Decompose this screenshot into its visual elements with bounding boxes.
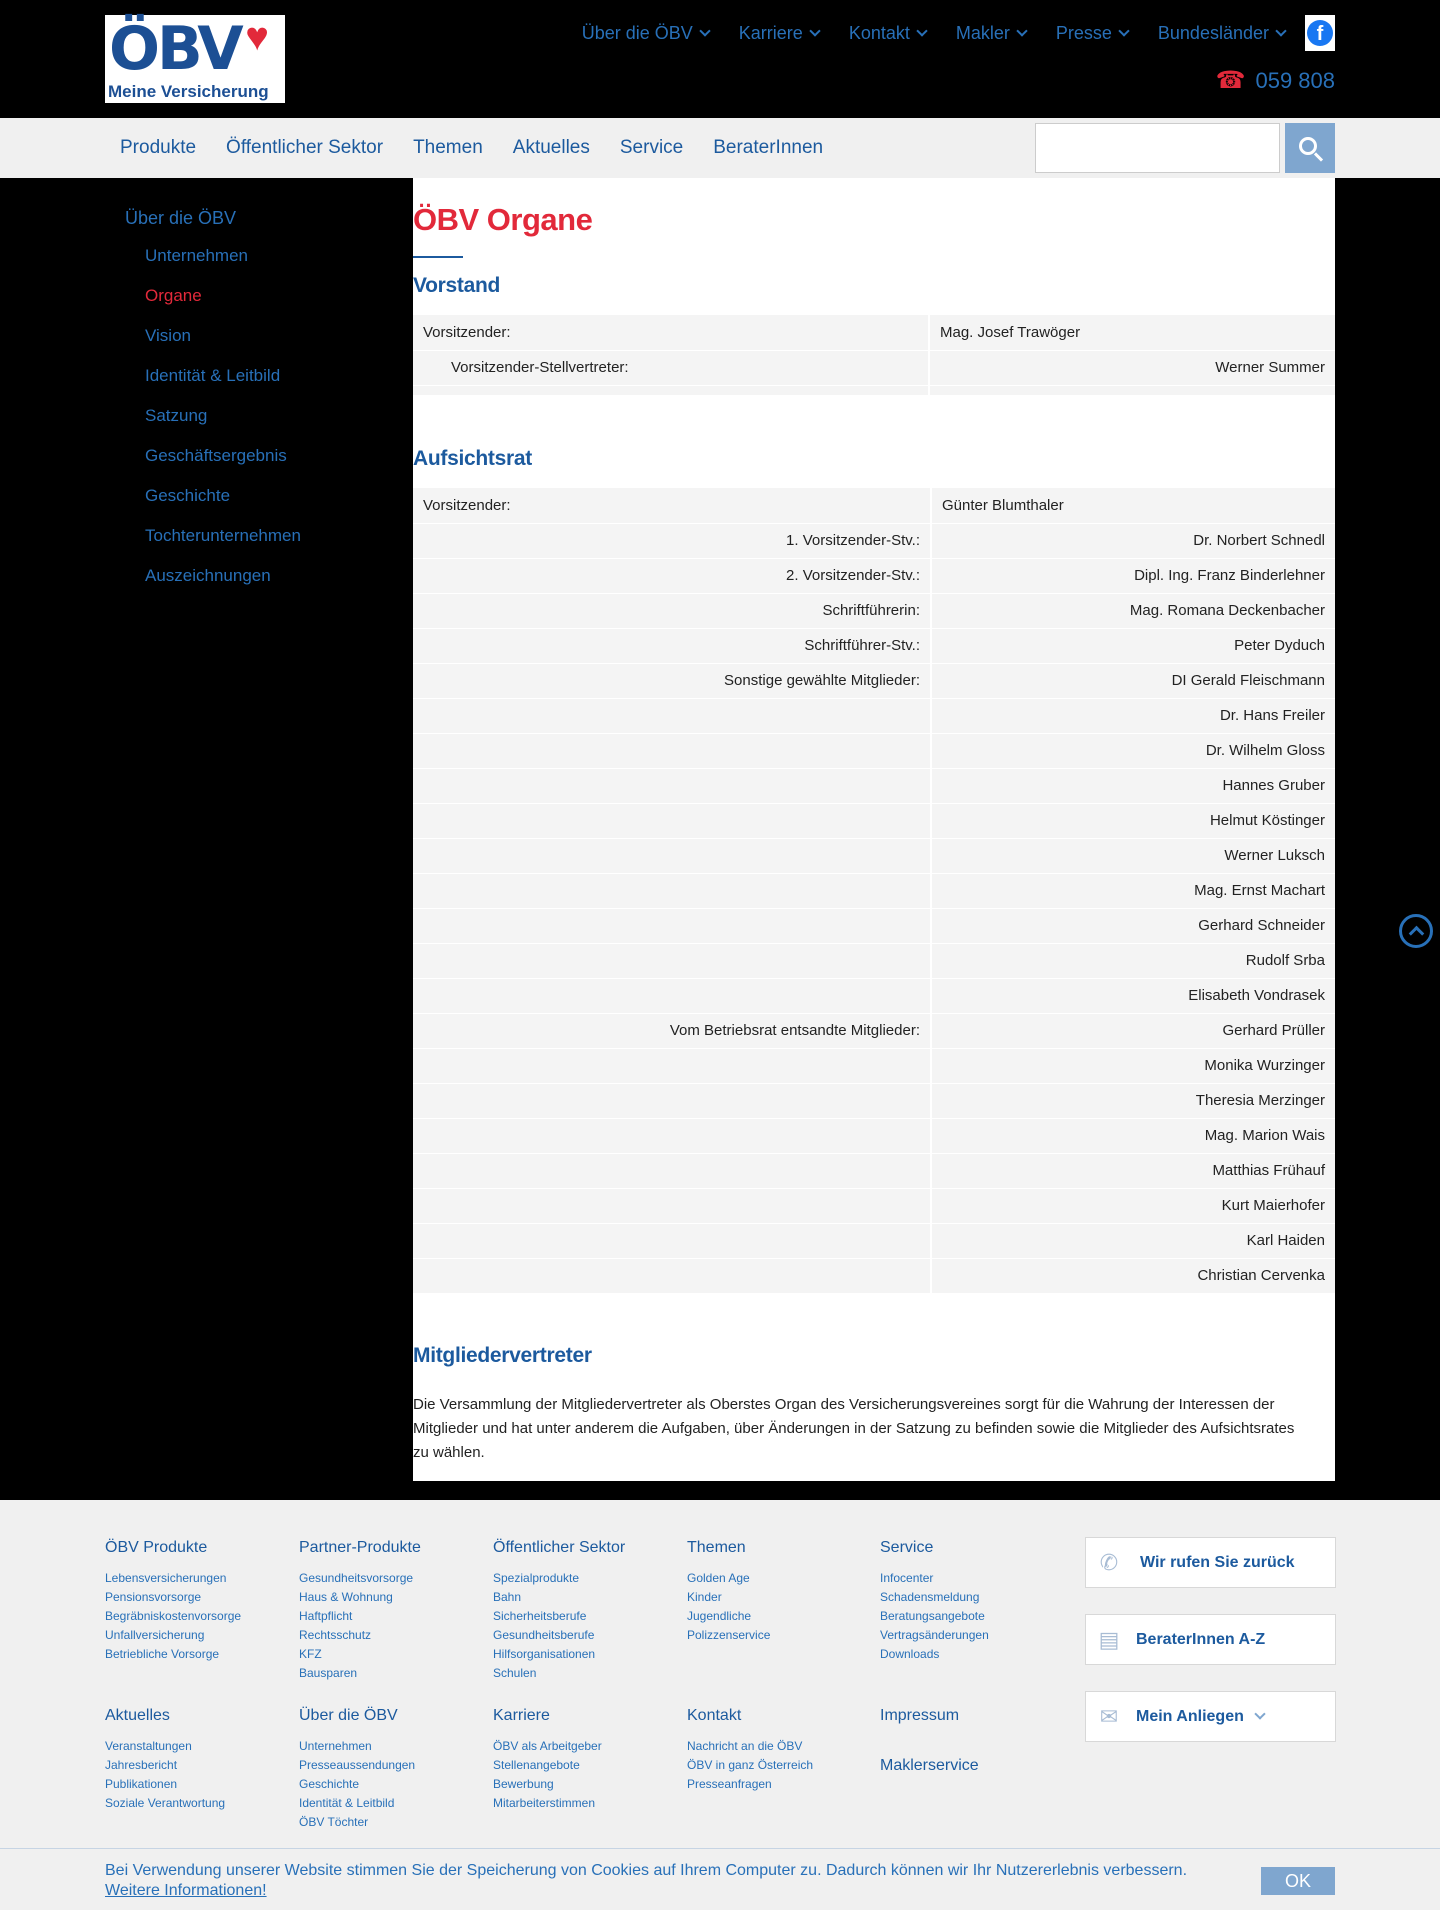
table-row <box>413 733 1335 768</box>
topnav-makler[interactable] <box>956 23 1026 44</box>
facebook-icon[interactable]: f <box>1305 15 1335 51</box>
footer-link[interactable]: Mitarbeiterstimmen <box>493 1796 596 1810</box>
footer-column <box>493 1705 683 1813</box>
sidebar-item-geschichte[interactable]: Geschichte <box>145 486 231 505</box>
table-row <box>413 908 1335 943</box>
name-cell: Dipl. Ing. Franz Binderlehner <box>931 558 1335 593</box>
mainnav-themen[interactable]: Themen <box>413 137 483 158</box>
table-row <box>413 873 1335 908</box>
mitgliedervertreter-text: Die Versammlung der Mitgliedervertreter als Oberstes Organ des Versicherungsvereines sorgt für die Wahrung der Interessen der Mitglieder und hat unter anderem die Aufgaben, über Änderungen in der Satzung zu befinden sowie die Mitglieder des Aufsichtsrates zu wählen. <box>413 1396 1295 1461</box>
sidebar-item-geschaeftsergebnis[interactable]: Geschäftsergebnis <box>145 446 287 465</box>
footer-column-impressum <box>880 1705 1070 1737</box>
role-cell <box>413 803 931 838</box>
mainnav-beraterinnen[interactable]: BeraterInnen <box>713 137 824 158</box>
mainnav-oeffentlicher-sektor[interactable]: Öffentlicher Sektor <box>226 137 384 158</box>
role-cell: Sonstige gewählte Mitglieder: <box>413 663 931 698</box>
main-navigation <box>0 118 1440 178</box>
phone-ringing-icon: ✆ <box>1099 1549 1119 1575</box>
footer-link[interactable]: Begräbniskostenvorsorge <box>105 1609 242 1623</box>
name-cell: Matthias Frühauf <box>931 1153 1335 1188</box>
footer-link[interactable]: Jahresbericht <box>105 1758 178 1772</box>
table-row <box>413 350 1335 385</box>
cookie-more-info-link[interactable]: Weitere Informationen! <box>105 1882 267 1899</box>
mainnav-aktuelles[interactable]: Aktuelles <box>512 137 590 158</box>
topnav-label: Makler <box>955 22 1010 43</box>
role-cell <box>413 1223 931 1258</box>
footer-column <box>687 1537 877 1645</box>
obv-logo[interactable] <box>105 15 285 103</box>
table-row <box>413 1188 1335 1223</box>
footer-link[interactable]: ÖBV als Arbeitgeber <box>493 1739 602 1753</box>
page-title: ÖBV Organe <box>413 202 593 237</box>
role-cell <box>413 768 931 803</box>
search-input[interactable] <box>1035 123 1280 173</box>
table-row <box>413 1083 1335 1118</box>
name-cell: Dr. Wilhelm Gloss <box>931 733 1335 768</box>
sidebar-item-identitaet-leitbild[interactable]: Identität & Leitbild <box>145 366 281 385</box>
footer-link[interactable]: Stellenangebote <box>493 1758 580 1772</box>
title-underline <box>413 256 463 258</box>
role-cell <box>413 978 931 1013</box>
footer-column <box>687 1705 877 1794</box>
table-row <box>413 1223 1335 1258</box>
table-row <box>413 1048 1335 1083</box>
table-row <box>413 978 1335 1013</box>
role-cell <box>413 943 931 978</box>
callback-button[interactable] <box>1085 1537 1336 1588</box>
role-cell <box>413 1118 931 1153</box>
name-cell: Mag. Josef Trawöger <box>929 315 1335 350</box>
role-cell: Schriftführer-Stv.: <box>413 628 931 663</box>
name-cell: Hannes Gruber <box>931 768 1335 803</box>
name-cell: Werner Luksch <box>931 838 1335 873</box>
footer-column-heading[interactable]: Kontakt <box>687 1707 742 1724</box>
callback-label: Wir rufen Sie zurück <box>1140 1553 1295 1571</box>
table-row <box>413 523 1335 558</box>
name-cell: Helmut Köstinger <box>931 803 1335 838</box>
footer-column-heading[interactable]: Themen <box>687 1539 746 1556</box>
cookie-banner <box>0 1848 1440 1910</box>
sidebar-item-tochterunternehmen[interactable]: Tochterunternehmen <box>145 526 301 545</box>
chevron-down-icon <box>1275 25 1286 36</box>
footer-column <box>105 1537 295 1664</box>
table-row <box>413 1118 1335 1153</box>
footer-column-heading[interactable]: Aktuelles <box>105 1707 170 1724</box>
search-button[interactable] <box>1285 123 1335 173</box>
main-content <box>413 178 1335 1481</box>
chevron-down-icon <box>809 25 820 36</box>
footer-link[interactable]: Nachricht an die ÖBV <box>687 1739 803 1753</box>
footer-link[interactable]: Unfallversicherung <box>105 1628 205 1642</box>
chevron-down-icon <box>1254 1708 1265 1719</box>
footer-link[interactable]: Kinder <box>687 1590 722 1604</box>
sidebar-item-satzung[interactable]: Satzung <box>145 406 208 425</box>
footer-link[interactable]: Sicherheitsberufe <box>493 1609 587 1623</box>
footer-link[interactable]: Lebensversicherungen <box>105 1571 227 1585</box>
logo-wordmark: ÖBV <box>109 14 241 84</box>
table-row <box>413 1258 1335 1293</box>
footer-link[interactable]: Soziale Verantwortung <box>105 1796 226 1810</box>
role-cell <box>413 1153 931 1188</box>
back-to-top-button[interactable] <box>1399 914 1433 948</box>
role-cell: 2. Vorsitzender-Stv.: <box>413 558 931 593</box>
table-row <box>413 315 1335 350</box>
name-cell: Rudolf Srba <box>931 943 1335 978</box>
phone-link[interactable] <box>1216 66 1335 95</box>
table-row <box>413 593 1335 628</box>
sidebar-item-auszeichnungen[interactable]: Auszeichnungen <box>145 566 271 585</box>
vorstand-heading: Vorstand <box>413 274 501 297</box>
address-book-icon: ▤ <box>1098 1626 1120 1652</box>
topnav-label: Über die ÖBV <box>581 22 693 43</box>
table-row <box>413 768 1335 803</box>
role-cell <box>413 1258 931 1293</box>
table-row <box>413 1013 1335 1048</box>
role-cell: Vorsitzender: <box>413 315 929 350</box>
topnav-label: Presse <box>1055 22 1112 43</box>
name-cell: Gerhard Schneider <box>931 908 1335 943</box>
sidebar-heading[interactable]: Über die ÖBV <box>125 208 237 228</box>
role-cell: Vom Betriebsrat entsandte Mitglieder: <box>413 1013 931 1048</box>
footer-column-heading[interactable]: Öffentlicher Sektor <box>493 1539 626 1556</box>
mein-anliegen-label: Mein Anliegen <box>1136 1707 1244 1725</box>
footer-link[interactable]: Veranstaltungen <box>105 1739 192 1753</box>
table-row <box>413 698 1335 733</box>
topnav-bundeslaender[interactable] <box>1158 23 1285 44</box>
footer-link[interactable]: Rechtsschutz <box>299 1628 372 1642</box>
name-cell: DI Gerald Fleischmann <box>931 663 1335 698</box>
name-cell: Christian Cervenka <box>931 1258 1335 1293</box>
footer-column-heading[interactable]: Partner-Produkte <box>299 1539 421 1556</box>
footer-link[interactable]: Haus & Wohnung <box>299 1590 393 1604</box>
footer-column-heading[interactable]: ÖBV Produkte <box>105 1539 208 1556</box>
role-cell: Vorsitzender-Stellvertreter: <box>413 350 929 385</box>
cookie-text: Bei Verwendung unserer Website stimmen Sie der Speicherung von Cookies auf Ihrem Computer zu. Dadurch können wir Ihr Nutzererlebnis verbessern. <box>105 1862 1188 1879</box>
search-icon <box>1299 137 1317 155</box>
footer-link[interactable]: Bahn <box>493 1590 522 1604</box>
mainnav-produkte[interactable]: Produkte <box>120 137 197 158</box>
name-cell: Günter Blumthaler <box>931 488 1335 523</box>
topnav-ueber-die-obv[interactable] <box>582 23 709 44</box>
name-cell: Peter Dyduch <box>931 628 1335 663</box>
footer-link[interactable]: Pensionsvorsorge <box>105 1590 202 1604</box>
table-row <box>413 385 1335 395</box>
name-cell: Mag. Romana Deckenbacher <box>931 593 1335 628</box>
chevron-down-icon <box>1016 25 1027 36</box>
table-row <box>413 943 1335 978</box>
footer-link[interactable]: Jugendliche <box>687 1609 752 1623</box>
topnav-label: Kontakt <box>848 22 910 43</box>
name-cell: Theresia Merzinger <box>931 1083 1335 1118</box>
footer-link[interactable]: Hilfsorganisationen <box>493 1647 596 1661</box>
topnav-karriere[interactable] <box>739 23 819 44</box>
footer-column <box>493 1537 683 1683</box>
logo-tagline: Meine Versicherung <box>108 82 269 101</box>
name-cell: Gerhard Prüller <box>931 1013 1335 1048</box>
name-cell: Dr. Hans Freiler <box>931 698 1335 733</box>
footer-column <box>299 1705 489 1832</box>
sidebar-navigation <box>105 200 405 596</box>
footer-link[interactable]: KFZ <box>299 1647 322 1661</box>
footer-column-maklerservice <box>880 1755 1070 1787</box>
vorstand-table <box>413 315 1335 396</box>
heart-icon: ♥ <box>245 15 269 59</box>
footer-link[interactable]: Schadensmeldung <box>880 1590 980 1604</box>
table-row <box>413 558 1335 593</box>
berater-az-button[interactable] <box>1085 1614 1336 1665</box>
footer-link[interactable]: Presseaussendungen <box>299 1758 416 1772</box>
footer-link[interactable]: Betriebliche Vorsorge <box>105 1647 220 1661</box>
footer-column <box>880 1537 1070 1664</box>
top-navigation <box>552 14 1335 52</box>
site-header <box>0 0 1440 118</box>
table-row <box>413 803 1335 838</box>
name-cell: Kurt Maierhofer <box>931 1188 1335 1223</box>
role-cell <box>413 733 931 768</box>
footer-link[interactable]: ÖBV Töchter <box>299 1815 369 1829</box>
footer-impressum-link[interactable]: Impressum <box>880 1707 960 1724</box>
role-cell <box>413 1048 931 1083</box>
footer-link[interactable]: Publikationen <box>105 1777 178 1791</box>
name-cell: Monika Wurzinger <box>931 1048 1335 1083</box>
topnav-kontakt[interactable] <box>849 23 926 44</box>
role-cell <box>413 1188 931 1223</box>
footer-link[interactable]: Bausparen <box>299 1666 358 1680</box>
topnav-label: Bundesländer <box>1157 22 1269 43</box>
name-cell: Mag. Ernst Machart <box>931 873 1335 908</box>
footer-column-heading[interactable]: Service <box>880 1539 934 1556</box>
name-cell: Karl Haiden <box>931 1223 1335 1258</box>
table-row <box>413 838 1335 873</box>
topnav-label: Karriere <box>738 22 803 43</box>
table-row <box>413 1153 1335 1188</box>
role-cell <box>413 908 931 943</box>
role-cell <box>413 873 931 908</box>
footer-link[interactable]: Polizzenservice <box>687 1628 771 1642</box>
footer-link[interactable]: Bewerbung <box>493 1777 554 1791</box>
footer-column <box>299 1537 489 1683</box>
footer-link[interactable]: Infocenter <box>880 1571 934 1585</box>
berater-az-label: BeraterInnen A-Z <box>1136 1630 1266 1648</box>
footer-link[interactable]: Beratungsangebote <box>880 1609 985 1623</box>
sidebar-item-unternehmen[interactable]: Unternehmen <box>145 246 249 265</box>
chevron-down-icon <box>1118 25 1129 36</box>
mitgliedervertreter-heading: Mitgliedervertreter <box>413 1344 592 1367</box>
name-cell: Werner Summer <box>929 350 1335 385</box>
topnav-presse[interactable] <box>1056 23 1128 44</box>
role-cell <box>413 1083 931 1118</box>
footer-column-heading[interactable]: Karriere <box>493 1707 550 1724</box>
table-row <box>413 628 1335 663</box>
phone-number: 059 808 <box>1255 67 1335 93</box>
footer-link[interactable]: Spezialprodukte <box>493 1571 580 1585</box>
name-cell: Dr. Norbert Schnedl <box>931 523 1335 558</box>
phone-icon: ☎ <box>1215 67 1246 94</box>
footer-link[interactable]: Gesundheitsvorsorge <box>299 1571 414 1585</box>
chevron-down-icon <box>916 25 927 36</box>
chevron-down-icon <box>699 25 710 36</box>
footer-link[interactable]: Golden Age <box>687 1571 750 1585</box>
mein-anliegen-button[interactable] <box>1085 1691 1336 1742</box>
table-row <box>413 663 1335 698</box>
aufsichtsrat-table <box>413 488 1335 1294</box>
envelope-icon: ✉ <box>1099 1703 1119 1729</box>
role-cell: Vorsitzender: <box>413 488 931 523</box>
table-row <box>413 488 1335 523</box>
footer-link[interactable]: Unternehmen <box>299 1739 372 1753</box>
name-cell: Elisabeth Vondrasek <box>931 978 1335 1013</box>
role-cell <box>413 698 931 733</box>
footer-link[interactable]: Identität & Leitbild <box>299 1796 395 1810</box>
mainnav-service[interactable]: Service <box>619 137 684 158</box>
footer-column <box>105 1705 295 1813</box>
footer-link[interactable]: Geschichte <box>299 1777 360 1791</box>
footer-link[interactable]: Schulen <box>493 1666 537 1680</box>
name-cell: Mag. Marion Wais <box>931 1118 1335 1153</box>
footer-link[interactable]: ÖBV in ganz Österreich <box>687 1758 814 1772</box>
cookie-ok-button[interactable]: OK <box>1261 1867 1335 1895</box>
cookie-message <box>105 1861 1245 1901</box>
footer-link[interactable]: Downloads <box>880 1647 940 1661</box>
sidebar-item-organe[interactable]: Organe <box>145 286 202 305</box>
footer-link[interactable]: Presseanfragen <box>687 1777 772 1791</box>
footer-maklerservice-link[interactable]: Maklerservice <box>880 1757 979 1774</box>
aufsichtsrat-heading: Aufsichtsrat <box>413 447 532 470</box>
sidebar-item-vision[interactable]: Vision <box>145 326 191 345</box>
chevron-up-icon <box>1408 926 1424 942</box>
role-cell: 1. Vorsitzender-Stv.: <box>413 523 931 558</box>
role-cell: Schriftführerin: <box>413 593 931 628</box>
footer-link[interactable]: Vertragsänderungen <box>880 1628 989 1642</box>
footer-link[interactable]: Gesundheitsberufe <box>493 1628 595 1642</box>
role-cell <box>413 838 931 873</box>
footer-column-heading[interactable]: Über die ÖBV <box>299 1707 398 1724</box>
footer-link[interactable]: Haftpflicht <box>299 1609 353 1623</box>
